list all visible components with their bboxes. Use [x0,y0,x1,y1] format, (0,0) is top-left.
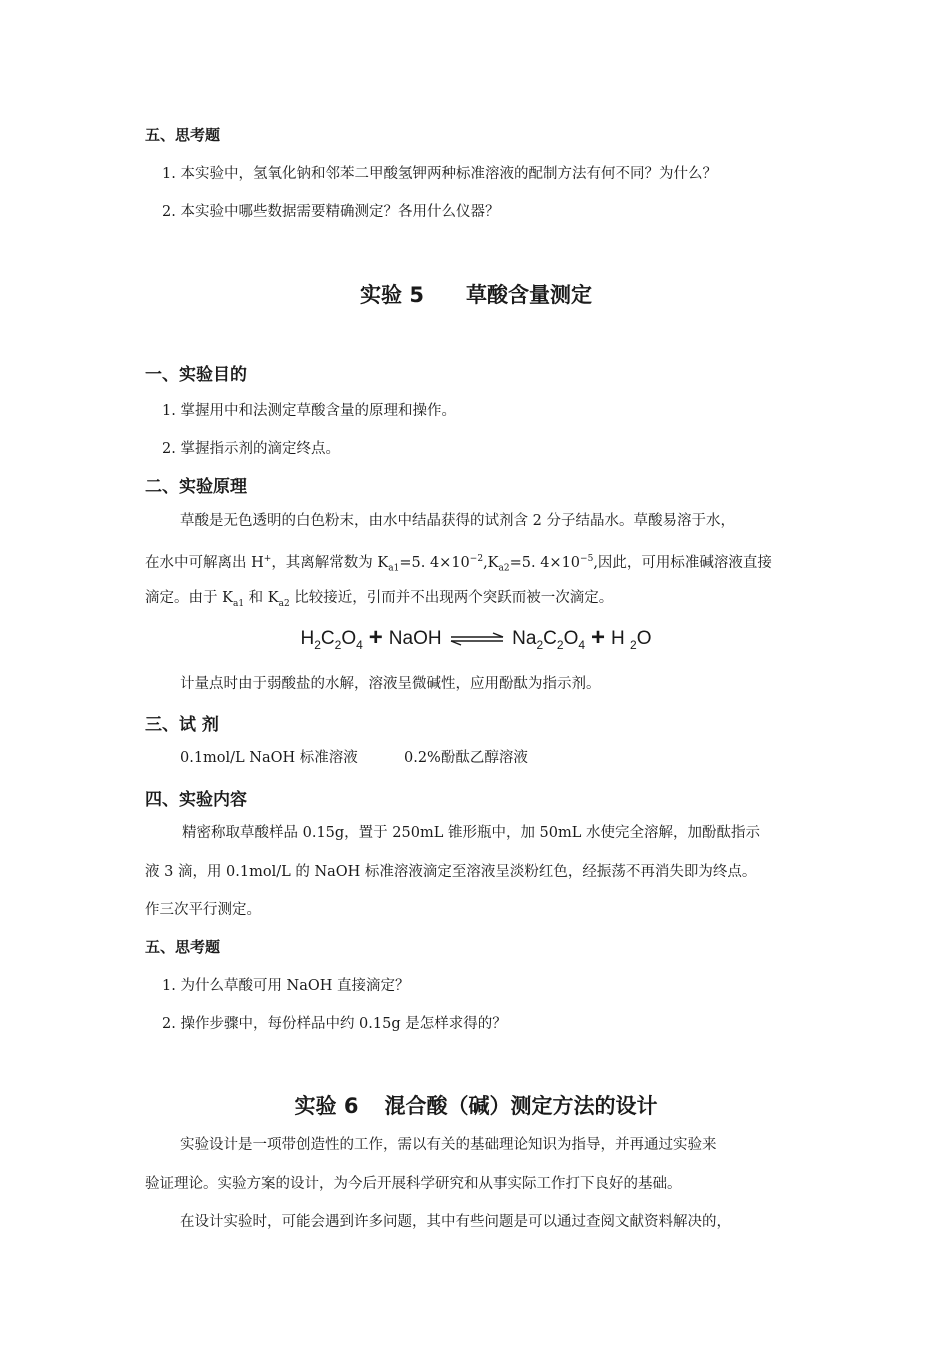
list-item: 2. 本实验中哪些数据需要精确测定？各用什么仪器？ [162,204,500,220]
principle-line-2: 在水中可解离出 H+，其离解常数为 $K_{a1}=5$. $4\times 10^{-2},K_{a2}=5$. $4\times 10^{-5}$,因此，可用标准碱溶液直接 [145,554,772,574]
list-item: 2. 操作步骤中，每份样品中约 0.15g 是怎样求得的？ [162,1016,507,1032]
section-heading-purpose: 一、实验目的 [145,365,247,385]
exp6-paragraph-1-line-1: 实验设计是一项带创造性的工作，需以有关的基础理论知识为指导，并再通过实验来 [180,1137,717,1153]
reagent-naoh: 0.1mol/L NaOH 标准溶液 [180,750,358,766]
section-heading-principle: 二、实验原理 [145,477,247,497]
exp6-paragraph-2-line-1: 在设计实验时，可能会遇到许多问题，其中有些问题是可以通过查阅文献资料解决的， [180,1214,731,1230]
list-item: 1. 掌握用中和法测定草酸含量的原理和操作。 [162,403,456,419]
procedure-line-3: 作三次平行测定。 [145,902,261,918]
reaction-equation: $H_2C_2O_4$ + NaOH $Na_2C_2O_4 + H$ $_2$O [300,624,652,652]
experiment-6-number: 实验 6 [294,1094,359,1118]
section-heading-questions-prev: 五、思考题 [145,126,221,144]
principle-after-equation: 计量点时由于弱酸盐的水解，溶液呈微碱性，应用酚酞为指示剂。 [180,676,601,692]
exp6-paragraph-1-line-2: 验证理论。实验方案的设计，为今后开展科学研究和从事实际工作打下良好的基础。 [145,1176,682,1192]
experiment-5-name: 草酸含量测定 [465,283,592,307]
experiment-6-name: 混合酸（碱）测定方法的设计 [384,1094,658,1118]
principle-line-3: 滴定。由于 $K_{a1}$ 和 $K_{a2}$ 比较接近，引而并不出现两个突跃而被一次滴定。 [145,590,614,609]
section-heading-procedure: 四、实验内容 [145,790,247,810]
experiment-5-number: 实验 5 [360,283,424,307]
principle-line-1: 草酸是无色透明的白色粉末，由水中结晶获得的试剂含 2 分子结晶水。草酸易溶于水， [180,513,735,529]
list-item: 2. 掌握指示剂的滴定终点。 [162,441,340,457]
reagent-phenolphthalein: 0.2%酚酞乙醇溶液 [404,750,528,766]
procedure-line-1: 精密称取草酸样品 0.15g，置于 250mL 锥形瓶中，加 50mL 水使完全溶解，加酚酞指示 [182,825,760,841]
section-heading-reagents: 三、试 剂 [145,715,219,735]
section-heading-questions: 五、思考题 [145,938,221,956]
experiment-6-title [0,1090,952,1120]
procedure-line-2: 液 3 滴，用 0.1mol/L 的 NaOH 标准溶液滴定至溶液呈淡粉红色，经振荡不再消失即为终点。 [145,864,757,880]
experiment-5-title [0,279,952,309]
equilibrium-arrow-icon [449,632,505,646]
list-item: 1. 为什么草酸可用 NaOH 直接滴定？ [162,978,410,994]
list-item: 1. 本实验中，氢氧化钠和邻苯二甲酸氢钾两种标准溶液的配制方法有何不同？为什么？ [162,166,717,182]
